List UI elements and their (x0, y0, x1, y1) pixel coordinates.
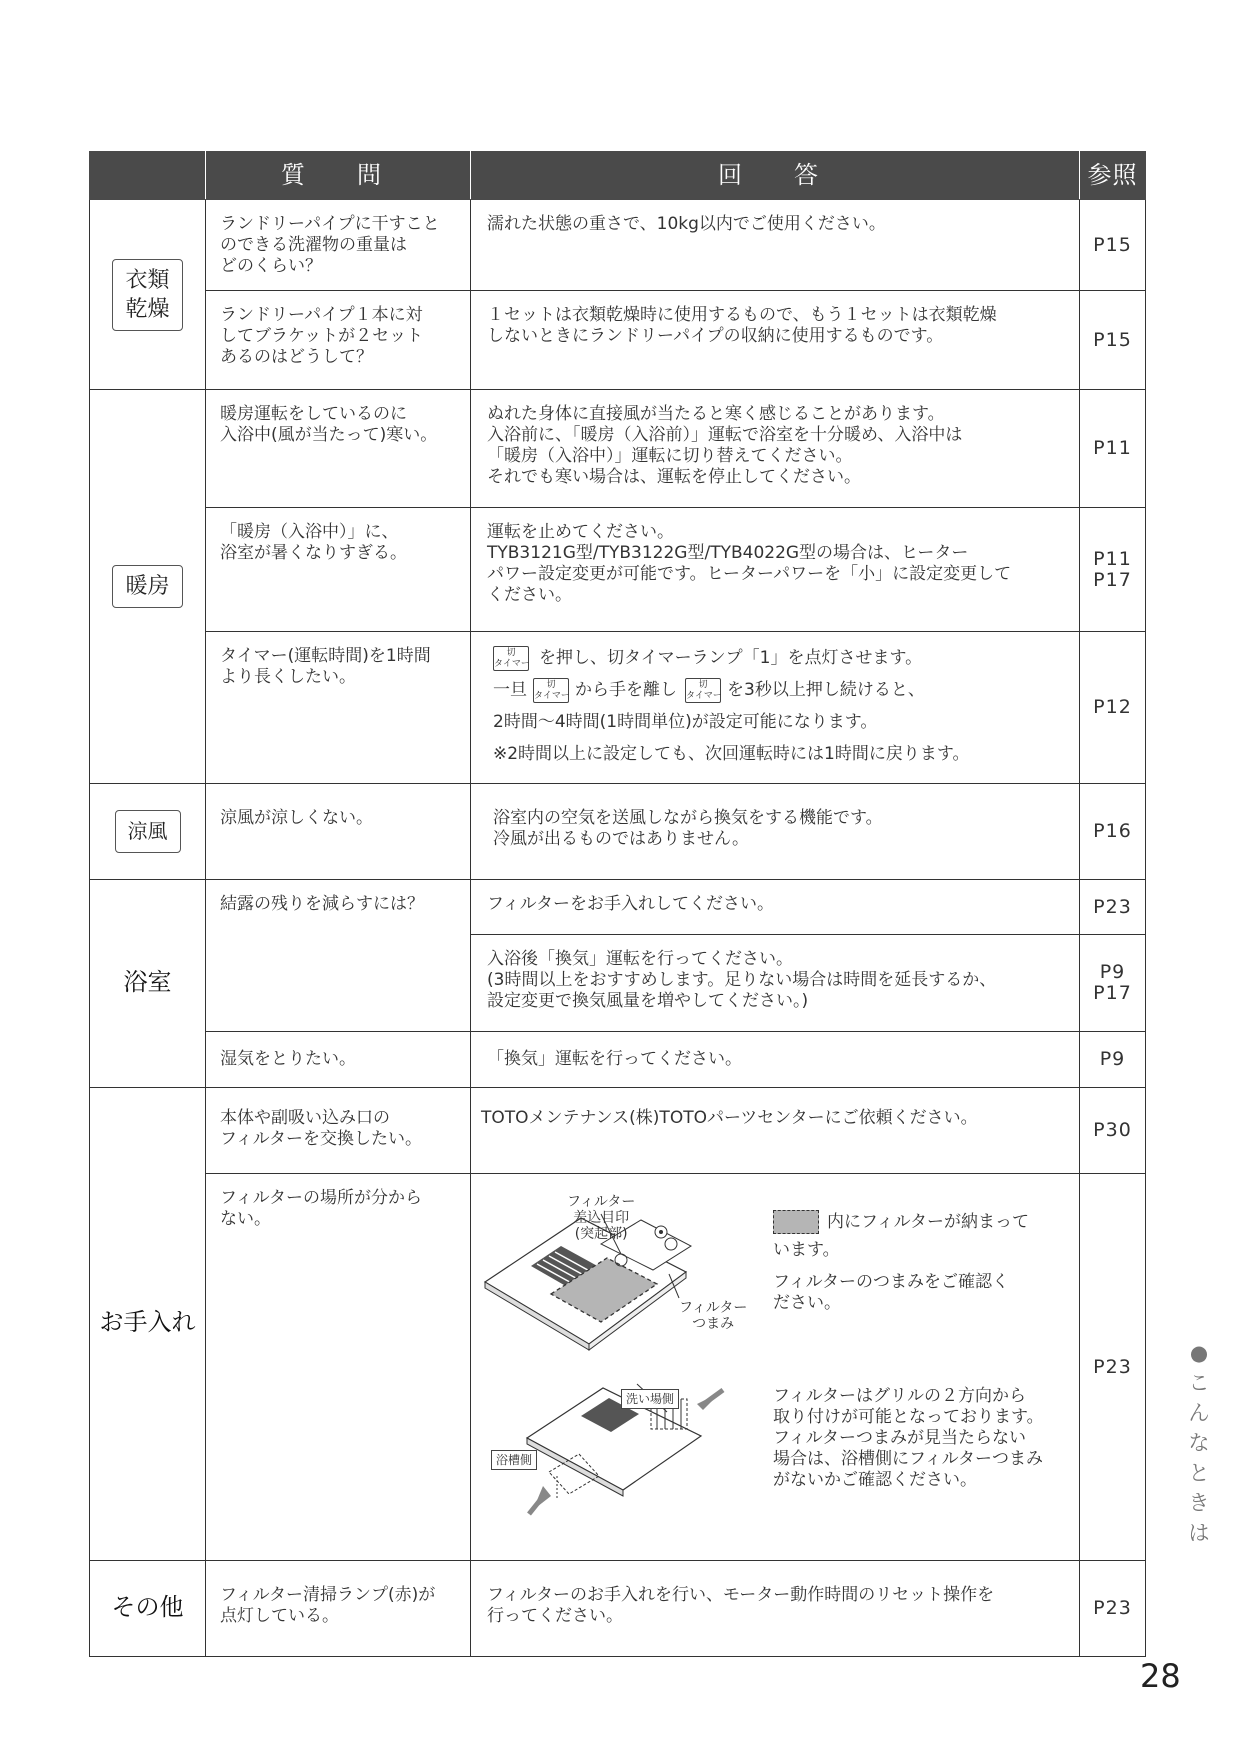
answer-text: １セットは衣類乾燥時に使用するもので、もう１セットは衣類乾燥 しないときにランドリーパイプの収納に使用するものです。 (487, 305, 997, 346)
answer-cell (471, 935, 1080, 1032)
category-cell (90, 390, 206, 784)
answer-text: フィルターをお手入れしてください。 (487, 894, 774, 914)
question-text: 暖房運転をしているのに 入浴中(風が当たって)寒い。 (220, 404, 438, 445)
reference-cell: P23 (1080, 880, 1146, 935)
question-cell (206, 1174, 471, 1561)
header-answer: 回 答 (471, 152, 1080, 200)
page-number: 28 (1140, 1657, 1181, 1695)
question-text: 本体や副吸い込み口の フィルターを交換したい。 (220, 1108, 422, 1149)
question-cell (206, 1561, 471, 1657)
timer-instruction-2: 一旦 切 タイマー から手を離し 切 タイマー を3秒以上押し続けると、 (493, 679, 925, 701)
filter-legend: 内にフィルターが納まって (773, 1210, 1029, 1234)
filter-knob-label: フィルター つまみ (679, 1300, 748, 1332)
reference-cell: P11 (1080, 390, 1146, 508)
table-row (90, 784, 1146, 880)
timer-instruction-3: 2時間〜4時間(1時間単位)が設定可能になります。 (493, 711, 878, 732)
table-row (90, 291, 1146, 390)
table-row (90, 1032, 1146, 1088)
table-row (90, 632, 1146, 784)
off-timer-button-icon: 切 タイマー (686, 679, 722, 701)
question-text: ランドリーパイプに干すこと のできる洗濯物の重量は どのくらい？ (220, 214, 440, 276)
filter-insert-mark-label: フィルター 差込目印 (突起部) (567, 1194, 636, 1242)
table-row (90, 880, 1146, 935)
timer-note: ※2時間以上に設定しても、次回運転時には1時間に戻ります。 (493, 743, 970, 764)
reference-cell: P23 (1080, 1174, 1146, 1561)
answer-text: TOTOメンテナンス(株)TOTOパーツセンターにご依頼ください。 (481, 1108, 978, 1128)
category-cell (90, 1088, 206, 1561)
question-cell (206, 880, 471, 1032)
answer-cell (471, 1032, 1080, 1088)
category-heating: 暖房 (112, 565, 182, 608)
reference-cell: P9 P17 (1080, 935, 1146, 1032)
reference-cell: P12 (1080, 632, 1146, 784)
category-other: その他 (111, 1592, 184, 1621)
category-maintenance: お手入れ (99, 1308, 196, 1336)
table-row (90, 1088, 1146, 1174)
question-cell (206, 1032, 471, 1088)
reference-cell: P9 (1080, 1032, 1146, 1088)
answer-text: ぬれた身体に直接風が当たると寒く感じることがあります。 入浴前に、「暖房（入浴前）」運転で浴室を十分暖め、入浴中は 「暖房（入浴中）」運転に切り替えてください。 それでも寒い場合は、運転を停止してください。 (487, 404, 963, 487)
filter-note-2: フィルターのつまみをご確認く ださい。 (773, 1272, 1009, 1313)
answer-cell (471, 880, 1080, 935)
faq-table (89, 151, 1146, 1657)
reference-cell: P15 (1080, 291, 1146, 390)
filter-location-diagram (471, 1174, 1080, 1560)
answer-cell (471, 632, 1080, 784)
table-row (90, 508, 1146, 632)
side-section-label: ●こんなときは (1188, 1341, 1210, 1545)
reference-cell: P16 (1080, 784, 1146, 880)
filter-note-3: フィルターはグリルの２方向から 取り付けが可能となっております。 フィルターつまみが見当たらない 場合は、浴槽側にフィルターつまみ がないかご確認ください。 (773, 1386, 1044, 1490)
category-cell (90, 1561, 206, 1657)
reference-cell: P11 P17 (1080, 508, 1146, 632)
header-reference: 参照 (1080, 152, 1146, 200)
question-cell (206, 291, 471, 390)
question-text: タイマー(運転時間)を1時間 より長くしたい。 (220, 646, 431, 687)
category-cell (90, 784, 206, 880)
question-text: ランドリーパイプ１本に対 してブラケットが２セット あるのはどうして？ (220, 305, 424, 367)
question-cell (206, 508, 471, 632)
reference-cell: P15 (1080, 200, 1146, 291)
answer-cell (471, 508, 1080, 632)
timer-instruction-1: 切 タイマー を押し、切タイマーランプ「1」を点灯させます。 (494, 647, 923, 669)
answer-cell (471, 390, 1080, 508)
question-cell (206, 1088, 471, 1174)
answer-cell (471, 1174, 1080, 1561)
table-row (90, 390, 1146, 508)
header-question: 質 問 (206, 152, 471, 200)
table-row (90, 1174, 1146, 1561)
question-cell (206, 390, 471, 508)
answer-text: 「換気」運転を行ってください。 (487, 1049, 742, 1069)
answer-cell (471, 291, 1080, 390)
table-row (90, 200, 1146, 291)
answer-text: 入浴後「換気」運転を行ってください。 (3時間以上をおすすめします。足りない場合は時間を延長するか、 設定変更で換気風量を増やしてください。) (487, 949, 997, 1011)
category-cell (90, 200, 206, 390)
category-clothes-drying: 衣類 乾燥 (112, 259, 182, 331)
answer-cell (471, 200, 1080, 291)
question-text: 結露の残りを減らすには？ (220, 894, 424, 914)
off-timer-button-icon: 切 タイマー (534, 679, 570, 701)
category-cool-air: 涼風 (115, 810, 181, 853)
answer-cell (471, 1088, 1080, 1174)
answer-cell (471, 1561, 1080, 1657)
filter-note-1b: います。 (773, 1240, 840, 1260)
category-cell (90, 880, 206, 1088)
question-cell (206, 784, 471, 880)
wash-side-label: 洗い場側 (621, 1389, 679, 1409)
question-text: フィルター清掃ランプ(赤)が 点灯している。 (220, 1585, 436, 1626)
table-header (90, 152, 1146, 200)
answer-text: 浴室内の空気を送風しながら換気をする機能です。 冷風が出るものではありません。 (493, 808, 883, 849)
off-timer-button-icon: 切 タイマー (494, 647, 530, 669)
question-text: 湿気をとりたい。 (220, 1049, 356, 1069)
question-cell (206, 632, 471, 784)
category-bathroom: 浴室 (123, 967, 172, 996)
table-row (90, 1561, 1146, 1657)
answer-text: フィルターのお手入れを行い、モーター動作時間のリセット操作を 行ってください。 (487, 1585, 995, 1626)
question-text: フィルターの場所が分から ない。 (220, 1188, 422, 1229)
answer-text: 濡れた状態の重さで、10kg以内でご使用ください。 (487, 214, 886, 234)
reference-cell: P23 (1080, 1561, 1146, 1657)
answer-text: 運転を止めてください。 TYB3121G型/TYB3122G型/TYB4022G型の場合は、ヒーター パワー設定変更が可能です。ヒーターパワーを「小」に設定変更して ください。 (487, 522, 1012, 605)
dashed-box-icon (773, 1210, 819, 1234)
question-text: 涼風が涼しくない。 (220, 808, 373, 828)
tub-side-label: 浴槽側 (491, 1450, 537, 1470)
reference-cell: P30 (1080, 1088, 1146, 1174)
question-cell (206, 200, 471, 291)
header-category (90, 152, 206, 200)
question-text: 「暖房（入浴中）」に、 浴室が暑くなりすぎる。 (220, 522, 407, 563)
answer-cell (471, 784, 1080, 880)
